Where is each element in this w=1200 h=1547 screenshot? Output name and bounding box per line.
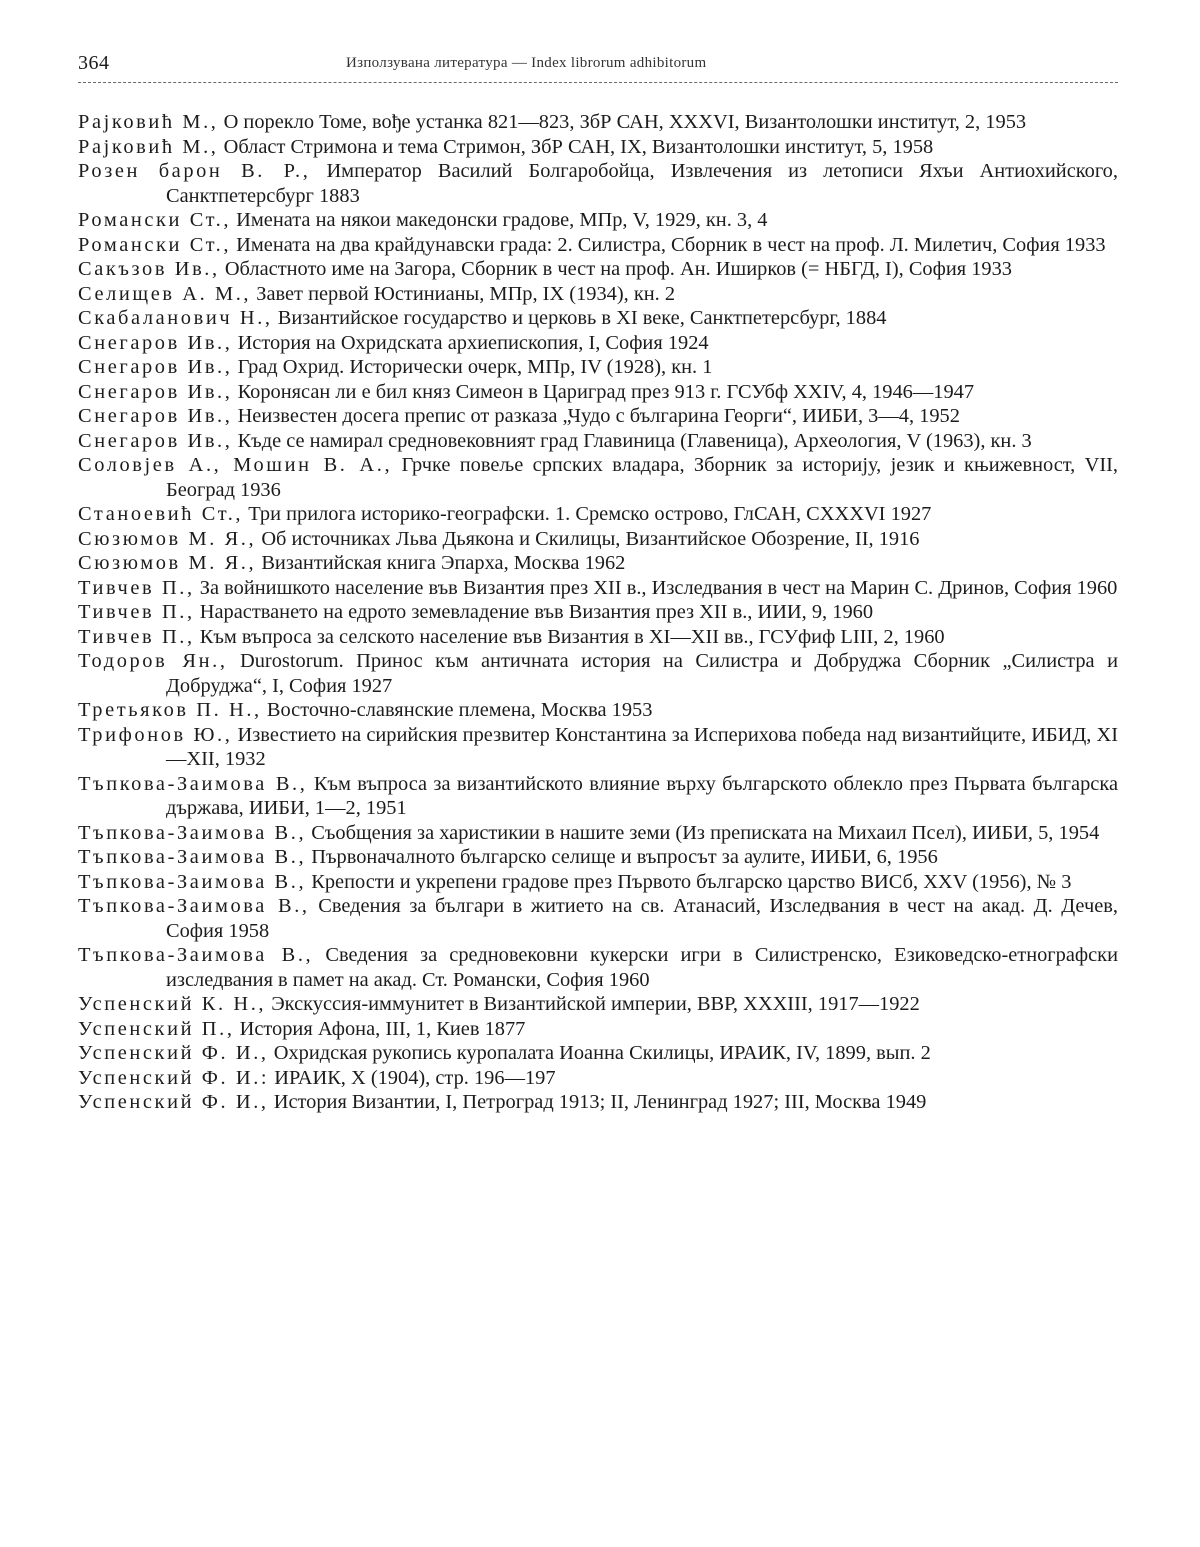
bibliography-entry: [78, 1017, 1118, 1042]
entry-text: История Византии, I, Петроград 1913; II, Ленинград 1927; III, Москва 1949: [273, 1091, 927, 1113]
bibliography-entry: [78, 502, 1118, 527]
entry-author: Тодоров Ян.,: [78, 650, 228, 672]
entry-author: Рајковић М.,: [78, 111, 219, 133]
entry-text: Къде се намирал средновековният град Главиница (Главеница), Археология, V (1963), кн. 3: [237, 429, 1032, 452]
entry-text: Грчке повеље српских владара, Зборник за историју, језик и књижевност, VII, Београд 1936: [166, 454, 1118, 501]
bibliography-list: [78, 110, 1118, 1115]
bibliography-entry: [78, 992, 1118, 1017]
bibliography-entry: [78, 723, 1118, 772]
entry-author: Успенский Ф. И.,: [78, 1091, 269, 1113]
page-number: 364: [78, 52, 110, 74]
entry-text: Към въпроса за византийското влияние върху българското облекло през Първата българска държава, ИИБИ, 1—2, 1951: [166, 772, 1118, 819]
entry-text: Три прилога историко-географски. 1. Сремско острово, ГлСАН, CXXXVI 1927: [248, 503, 932, 525]
entry-text: Коронясан ли е бил княз Симеон в Цариград през 913 г. ГСУбф XXIV, 4, 1946—1947: [237, 380, 975, 403]
entry-text: Известието на сирийския презвитер Константина за Исперихова победа над византийците, ИБИД, XI—XII, 1932: [166, 723, 1118, 770]
entry-text: Съобщения за харистикии в нашите земи (Из преписката на Михаил Псел), ИИБИ, 5, 1954: [311, 821, 1100, 844]
bibliography-entry: [78, 649, 1118, 698]
page-header: [78, 50, 1118, 83]
entry-author: Успенский Ф. И.,: [78, 1042, 269, 1064]
entry-text: История на Охридската архиепископия, I, София 1924: [237, 331, 709, 354]
entry-text: Област Стримона и тема Стримон, ЗбР САН, IX, Византолошки институт, 5, 1958: [223, 135, 934, 158]
entry-author: Сюзюмов М. Я.,: [78, 552, 257, 574]
bibliography-entry: [78, 821, 1118, 846]
entry-author: Романски Ст.,: [78, 209, 232, 231]
entry-text: Византийское государство и церковь в XI веке, Санктпетерсбург, 1884: [277, 307, 887, 329]
entry-author: Трифонов Ю.,: [78, 723, 233, 746]
bibliography-entry: [78, 576, 1118, 601]
bibliography-entry: [78, 380, 1118, 405]
entry-author: Сакъзов Ив.,: [78, 258, 220, 280]
bibliography-entry: [78, 1090, 1118, 1115]
bibliography-entry: [78, 772, 1118, 821]
entry-text: История Афона, III, 1, Киев 1877: [239, 1017, 526, 1040]
bibliography-entry: [78, 404, 1118, 429]
entry-text: Византийская книга Эпарха, Москва 1962: [261, 552, 626, 574]
entry-text: Имената на някои македонски градове, МПр, V, 1929, кн. 3, 4: [236, 209, 768, 231]
bibliography-entry: [78, 894, 1118, 943]
entry-author: Снегаров Ив.,: [78, 429, 233, 452]
entry-author: Тъпкова-Заимова В.,: [78, 821, 307, 844]
entry-text: Завет первой Юстинианы, МПр, IX (1934), кн. 2: [256, 282, 676, 305]
bibliography-entry: [78, 527, 1118, 552]
entry-text: Към въпроса за селското население във Византия в XI—XII вв., ГСУфиф LIII, 2, 1960: [199, 625, 945, 648]
bibliography-entry: [78, 943, 1118, 992]
entry-text: Сведения за българи в житието на св. Атанасий, Изследвания в чест на акад. Д. Дечев, София 1958: [166, 895, 1118, 942]
bibliography-entry: [78, 282, 1118, 307]
bibliography-entry: [78, 233, 1118, 258]
entry-text: ИРАИК, X (1904), стр. 196—197: [274, 1066, 556, 1089]
bibliography-entry: [78, 208, 1118, 233]
entry-text: Об источниках Льва Дьякона и Скилицы, Византийское Обозрение, II, 1916: [261, 527, 920, 550]
entry-text: Първоначалното българско селище и въпросът за аулите, ИИБИ, 6, 1956: [311, 846, 938, 868]
entry-author: Успенский П.,: [78, 1017, 235, 1040]
bibliography-entry: [78, 110, 1118, 135]
bibliography-entry: [78, 698, 1118, 723]
bibliography-entry: [78, 1066, 1118, 1091]
bibliography-entry: [78, 600, 1118, 625]
entry-text: Нарастването на едрото земевладение във Византия през XII в., ИИИ, 9, 1960: [199, 601, 874, 623]
entry-text: Охридская рукопись куропалата Иоанна Скилицы, ИРАИК, IV, 1899, вып. 2: [273, 1042, 931, 1064]
entry-author: Снегаров Ив.,: [78, 380, 233, 403]
entry-author: Тъпкова-Заимова В.,: [78, 870, 307, 893]
bibliography-entry: [78, 1041, 1118, 1066]
entry-author: Тъпкова-Заимова В.,: [78, 895, 310, 917]
entry-author: Тивчев П.,: [78, 576, 195, 599]
entry-text: Имената на два крайдунавски града: 2. Силистра, Сборник в чест на проф. Л. Милетич, София 1933: [236, 233, 1106, 256]
entry-author: Успенский Ф. И.:: [78, 1066, 270, 1089]
entry-text: Сведения за средновековни кукерски игри в Силистренско, Езиковедско-етнографски изследвания в памет на акад. Ст. Романски, София 1960: [166, 944, 1118, 991]
bibliography-entry: [78, 845, 1118, 870]
entry-author: Рајковић М.,: [78, 135, 219, 158]
entry-author: Соловјев А., Мошин В. А.,: [78, 454, 393, 476]
bibliography-entry: [78, 159, 1118, 208]
entry-author: Тъпкова-Заимова В.,: [78, 772, 308, 795]
bibliography-entry: [78, 453, 1118, 502]
entry-text: За войнишкото население във Византия през XII в., Изследвания в чест на Марин С. Дринов, София 1960: [199, 576, 1118, 599]
entry-author: Успенский К. Н.,: [78, 993, 267, 1015]
entry-author: Снегаров Ив.,: [78, 356, 233, 378]
entry-author: Тивчев П.,: [78, 601, 195, 623]
bibliography-entry: [78, 135, 1118, 160]
entry-author: Третьяков П. Н.,: [78, 699, 262, 721]
bibliography-entry: [78, 551, 1118, 576]
entry-author: Тъпкова-Заимова В.,: [78, 944, 314, 966]
bibliography-entry: [78, 870, 1118, 895]
entry-text: Durostorum. Принос към античната история на Силистра и Добруджа Сборник „Силистра и Добруджа“, I, София 1927: [166, 650, 1118, 697]
entry-author: Селищев А. М.,: [78, 282, 252, 305]
entry-text: Град Охрид. Исторически очерк, МПр, IV (1928), кн. 1: [237, 356, 713, 378]
entry-author: Скабаланович Н.,: [78, 307, 273, 329]
entry-author: Сюзюмов М. Я.,: [78, 527, 257, 550]
entry-text: Крепости и укрепени градове през Първото българско царство ВИСб, XXV (1956), № 3: [311, 870, 1072, 893]
bibliography-entry: [78, 355, 1118, 380]
bibliography-entry: [78, 429, 1118, 454]
entry-text: Император Василий Болгаробойца, Извлечения из летописи Яхъи Антиохийского, Санктпетерсбург 1883: [166, 160, 1118, 207]
entry-author: Розен барон В. Р.,: [78, 160, 311, 182]
bibliography-entry: [78, 625, 1118, 650]
entry-text: О порекло Томе, вође устанка 821—823, ЗбР САН, XXXVI, Византолошки институт, 2, 1953: [223, 111, 1027, 133]
entry-text: Областното име на Загора, Сборник в чест на проф. Ан. Иширков (= НБГД, I), София 1933: [224, 258, 1013, 280]
entry-author: Романски Ст.,: [78, 233, 232, 256]
entry-text: Экскуссия-иммунитет в Византийской империи, ВВР, XXXIII, 1917—1922: [271, 993, 920, 1015]
bibliography-entry: [78, 306, 1118, 331]
entry-author: Снегаров Ив.,: [78, 331, 233, 354]
entry-text: Восточно-славянские племена, Москва 1953: [266, 699, 653, 721]
running-title: Използувана литература — Index librorum adhibitorum: [346, 55, 707, 71]
entry-author: Тивчев П.,: [78, 625, 195, 648]
entry-author: Тъпкова-Заимова В.,: [78, 846, 307, 868]
bibliography-entry: [78, 331, 1118, 356]
bibliography-entry: [78, 257, 1118, 282]
entry-text: Неизвестен досега препис от разказа „Чудо с българина Георги“, ИИБИ, 3—4, 1952: [237, 405, 960, 427]
entry-author: Снегаров Ив.,: [78, 405, 233, 427]
entry-author: Станоевић Ст.,: [78, 503, 244, 525]
